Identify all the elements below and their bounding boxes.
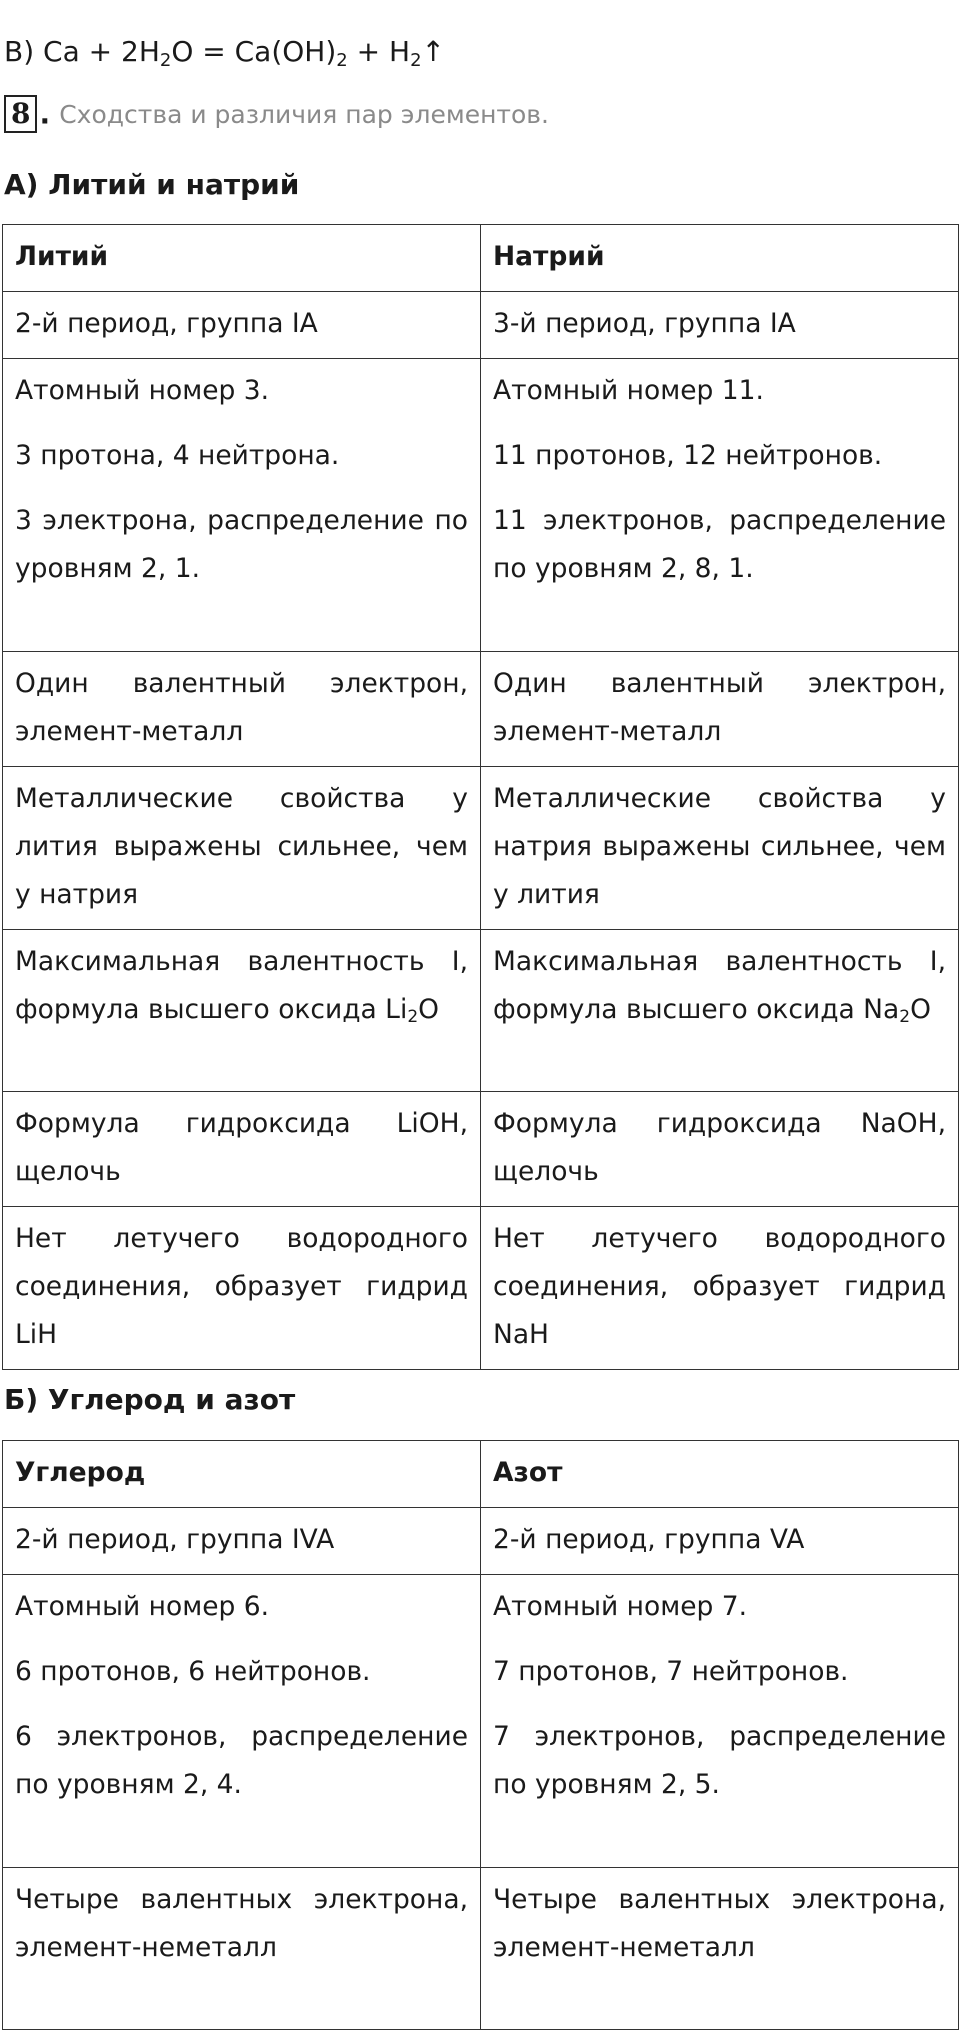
task-header bbox=[4, 95, 549, 135]
table-cell: 2-й период, группа VA bbox=[481, 1508, 959, 1575]
task-number-dot: . bbox=[39, 97, 51, 131]
task-description: Сходства и различия пар элементов. bbox=[59, 99, 549, 129]
table-row bbox=[3, 652, 959, 767]
table-cell: Нет летучего водородного соединения, образует гидрид NaH bbox=[481, 1207, 959, 1370]
section-a-title: А) Литий и натрий bbox=[4, 168, 300, 201]
table-cell: 3-й период, группа IA bbox=[481, 292, 959, 359]
equation-part: O = Ca(OH) bbox=[171, 35, 337, 68]
cell-paragraph: 11 электронов, распределение по уровням 2, 8, 1. bbox=[493, 505, 946, 584]
table-cell bbox=[3, 1575, 481, 1868]
equation-subscript: 2 bbox=[336, 50, 348, 71]
equation-subscript: 2 bbox=[159, 50, 172, 71]
table-cell: Формула гидроксида LiOH, щелочь bbox=[3, 1092, 481, 1207]
cell-paragraph: 6 протонов, 6 нейтронов. bbox=[15, 1656, 371, 1687]
equation-part: В) Ca + 2H bbox=[4, 35, 160, 68]
formula-subscript: 2 bbox=[407, 1007, 419, 1027]
table-row bbox=[3, 930, 959, 1092]
table-row bbox=[3, 1868, 959, 2030]
table-cell: Четыре валентных электрона, элемент-неметалл bbox=[3, 1868, 481, 2030]
table-cell: Металлические свойства у натрия выражены сильнее, чем у лития bbox=[481, 767, 959, 930]
table-cell bbox=[481, 1575, 959, 1868]
cell-paragraph: 7 протонов, 7 нейтронов. bbox=[493, 1656, 849, 1687]
table-row bbox=[3, 292, 959, 359]
header-cell: Литий bbox=[3, 225, 481, 292]
cell-paragraph: 11 протонов, 12 нейтронов. bbox=[493, 440, 883, 471]
cell-paragraph: Атомный номер 7. bbox=[493, 1591, 748, 1622]
header-cell: Натрий bbox=[481, 225, 959, 292]
table-cell bbox=[481, 359, 959, 652]
table-header-row bbox=[3, 1441, 959, 1508]
section-b-title: Б) Углерод и азот bbox=[4, 1383, 296, 1416]
table-row bbox=[3, 1092, 959, 1207]
cell-paragraph: Атомный номер 11. bbox=[493, 375, 764, 406]
table-cell bbox=[3, 359, 481, 652]
header-cell: Азот bbox=[481, 1441, 959, 1508]
table-cell: Один валентный электрон, элемент-металл bbox=[3, 652, 481, 767]
task-number-box: 8 bbox=[4, 95, 37, 133]
table-row bbox=[3, 767, 959, 930]
formula-subscript: 2 bbox=[899, 1007, 911, 1027]
table-cell: Металлические свойства у лития выражены сильнее, чем у натрия bbox=[3, 767, 481, 930]
equation-part: + H bbox=[347, 35, 411, 68]
table-cell: Четыре валентных электрона, элемент-неметалл bbox=[481, 1868, 959, 2030]
table-lithium-sodium bbox=[2, 224, 959, 1370]
table-carbon-nitrogen bbox=[2, 1440, 959, 2030]
table-cell bbox=[481, 930, 959, 1092]
table-row bbox=[3, 1508, 959, 1575]
gas-arrow-icon: ↑ bbox=[421, 35, 445, 68]
table-cell bbox=[3, 930, 481, 1092]
table-row bbox=[3, 359, 959, 652]
equation-subscript: 2 bbox=[410, 50, 422, 71]
cell-paragraph: 3 протона, 4 нейтрона. bbox=[15, 440, 340, 471]
table-cell: Один валентный электрон, элемент-металл bbox=[481, 652, 959, 767]
cell-paragraph: Атомный номер 3. bbox=[15, 375, 270, 406]
table-row bbox=[3, 1207, 959, 1370]
cell-paragraph: 7 электронов, распределение по уровням 2, 5. bbox=[493, 1721, 946, 1800]
table-header-row bbox=[3, 225, 959, 292]
cell-paragraph: 3 электрона, распределение по уровням 2, 1. bbox=[15, 505, 468, 584]
table-cell: 2-й период, группа IVA bbox=[3, 1508, 481, 1575]
cell-text: O bbox=[910, 994, 931, 1025]
reaction-equation bbox=[4, 32, 445, 72]
table-row bbox=[3, 1575, 959, 1868]
table-cell: Формула гидроксида NaOH, щелочь bbox=[481, 1092, 959, 1207]
cell-paragraph: Атомный номер 6. bbox=[15, 1591, 270, 1622]
header-cell: Углерод bbox=[3, 1441, 481, 1508]
cell-text: O bbox=[418, 994, 439, 1025]
table-cell: Нет летучего водородного соединения, образует гидрид LiH bbox=[3, 1207, 481, 1370]
cell-text: Максимальная валентность I, формула высшего оксида Na bbox=[493, 946, 946, 1025]
table-cell: 2-й период, группа IA bbox=[3, 292, 481, 359]
cell-paragraph: 6 электронов, распределение по уровням 2, 4. bbox=[15, 1721, 468, 1800]
cell-text: Максимальная валентность I, формула высшего оксида Li bbox=[15, 946, 468, 1025]
